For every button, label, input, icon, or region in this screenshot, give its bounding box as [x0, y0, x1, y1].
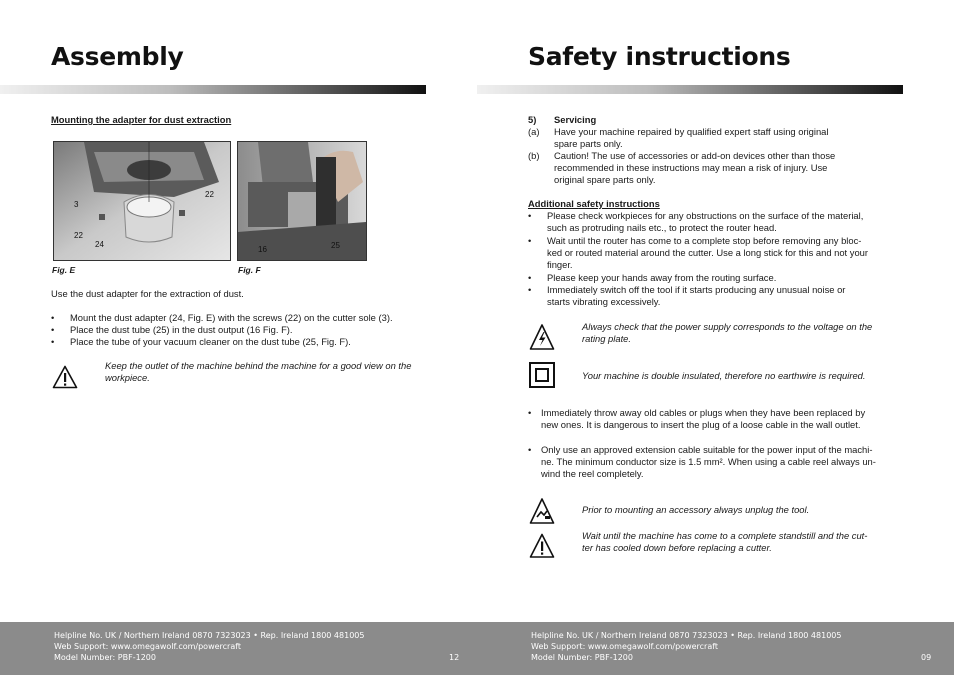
helpline-text: Helpline No. UK / Northern Ireland 0870 7323023 • Rep. Ireland 1800 481005: [54, 631, 365, 640]
warning-icon: [529, 533, 555, 559]
left-page: Assembly Mounting the adapter for dust extraction 3 22 22 24 Fig. E 16 25 Fig. F Use the dust adapter for the extraction of dust. • Mount the dust adapter (24, Fig. E) with the screws (22) on the cutter sole (3). • Place the dust tube (25) in the dust output (16 Fig. F). • Place the tube of your vacuum cleaner on the dust tube (25, Fig. F). Keep the outlet of the machine behind the machine for a good view on the workpiece. Helpline No. UK / Northern Ireland 0870 7323023 • Rep. Ireland 1800 481005 Web Support: www.omegawolf.com/powercraft Model Number: PBF-1200 12: [0, 0, 477, 675]
figure-e-photo: [53, 141, 231, 261]
fig-e-caption: Fig. E: [52, 265, 76, 275]
fig-e-label: 22: [74, 231, 83, 240]
power-supply-notice-line: rating plate.: [582, 333, 631, 344]
figure-f-photo: [237, 141, 367, 261]
fig-f-caption: Fig. F: [238, 265, 261, 275]
unplug-warning-icon: [529, 497, 555, 525]
list-item-line: ked or routed material around the cutter. Use a long stick for this and not your: [547, 247, 869, 258]
model-number-text: Model Number: PBF-1200: [54, 653, 156, 662]
standstill-notice-line: ter has cooled down before replacing a cutter.: [582, 542, 772, 553]
fig-f-label: 25: [331, 241, 340, 250]
servicing-item-b-line: original spare parts only.: [554, 174, 656, 185]
list-item-line: such as protruding nails etc., to protect the router head.: [547, 222, 777, 233]
list-item-line: wind the reel completely.: [541, 468, 644, 479]
list-item-line: new ones. It is dangerous to insert the plug of a loose cable in the wall outlet.: [541, 419, 861, 430]
right-footer: [477, 622, 954, 675]
fig-f-label: 16: [258, 245, 267, 254]
left-footer: [0, 622, 477, 675]
outlet-warning-text: Keep the outlet of the machine behind the machine for a good view on the workpiece.: [105, 360, 412, 384]
power-supply-notice: Always check that the power supply corresponds to the voltage on the: [582, 321, 873, 332]
additional-safety-heading: Additional safety instructions: [528, 198, 660, 209]
title-gradient-bar: [0, 85, 426, 94]
web-support-text: Web Support: www.omegawolf.com/powercraft: [54, 642, 242, 651]
electrical-hazard-icon: [529, 323, 555, 351]
web-support-text: Web Support: www.omegawolf.com/powercraft: [531, 642, 719, 651]
fig-e-label: 3: [74, 200, 79, 209]
dust-intro-text: Use the dust adapter for the extraction of dust.: [51, 288, 244, 299]
page-number: 09: [921, 653, 932, 662]
list-item-line: ne. The minimum conductor size is 1.5 mm². When using a cable reel always un-: [541, 456, 876, 467]
list-item-line: finger.: [547, 259, 573, 270]
warning-icon: [52, 365, 78, 389]
unplug-notice: Prior to mounting an accessory always unplug the tool.: [582, 504, 810, 515]
title-gradient-bar: [477, 85, 903, 94]
list-item-line: starts vibrating excessively.: [547, 296, 661, 307]
right-page: Safety instructions 5) Servicing (a) Have your machine repaired by qualified expert staff using original spare parts only. (b) Caution! The use of accessories or add-on devices other than those recommended in these instructions may mean a risk of injury. Use original spare parts only. Additional safety instructions • Please check workpieces for any obstructions on the surface of the material, such as protruding nails etc., to protect the router head. • Wait until the router has come to a complete stop before removing any bloc- ked or routed material around the cutter. Use a long stick for this and not your finger. • Please keep your hands away from the routing surface. • Immediately switch off the tool if it starts producing any unusual noise or starts vibrating excessively. Always check that the power supply corresponds to the voltage on the rating plate. Your machine is double insulated, therefore no earthwire is required. • Immediately throw away old cables or plugs when they have been replaced by new ones. It is dangerous to insert the plug of a loose cable in the wall outlet. • Only use an approved extension cable suitable for the power input of the machi- ne. The minimum conductor size is 1.5 mm². When using a cable reel always un- wind the reel completely. Prior to mounting an accessory always unplug the tool. Wait until the machine has come to a complete standstill and the cut- ter has cooled down before replacing a cutter. Helpline No. UK / Northern Ireland 0870 7323023 • Rep. Ireland 1800 481005 Web Support: www.omegawolf.com/powercraft Model Number: PBF-1200 09: [477, 0, 954, 675]
fig-e-label: 24: [95, 240, 104, 249]
model-number-text: Model Number: PBF-1200: [531, 653, 633, 662]
fig-e-label: 22: [205, 190, 214, 199]
servicing-item-a-line: spare parts only.: [554, 138, 623, 149]
helpline-text: Helpline No. UK / Northern Ireland 0870 7323023 • Rep. Ireland 1800 481005: [531, 631, 842, 640]
double-insulated-icon: [529, 362, 555, 388]
servicing-item-b-line: recommended in these instructions may mean a risk of injury. Use: [554, 162, 828, 173]
double-insulated-notice: Your machine is double insulated, therefore no earthwire is required.: [582, 370, 866, 381]
page-number: 12: [449, 653, 460, 662]
servicing-heading: Servicing: [554, 114, 597, 125]
page-title-assembly: Assembly: [51, 42, 184, 71]
standstill-notice: Wait until the machine has come to a complete standstill and the cut-: [582, 530, 868, 541]
page-title-safety: Safety instructions: [528, 42, 791, 71]
servicing-number: 5): [528, 114, 537, 125]
section-heading-dust-adapter: Mounting the adapter for dust extraction: [51, 114, 232, 125]
